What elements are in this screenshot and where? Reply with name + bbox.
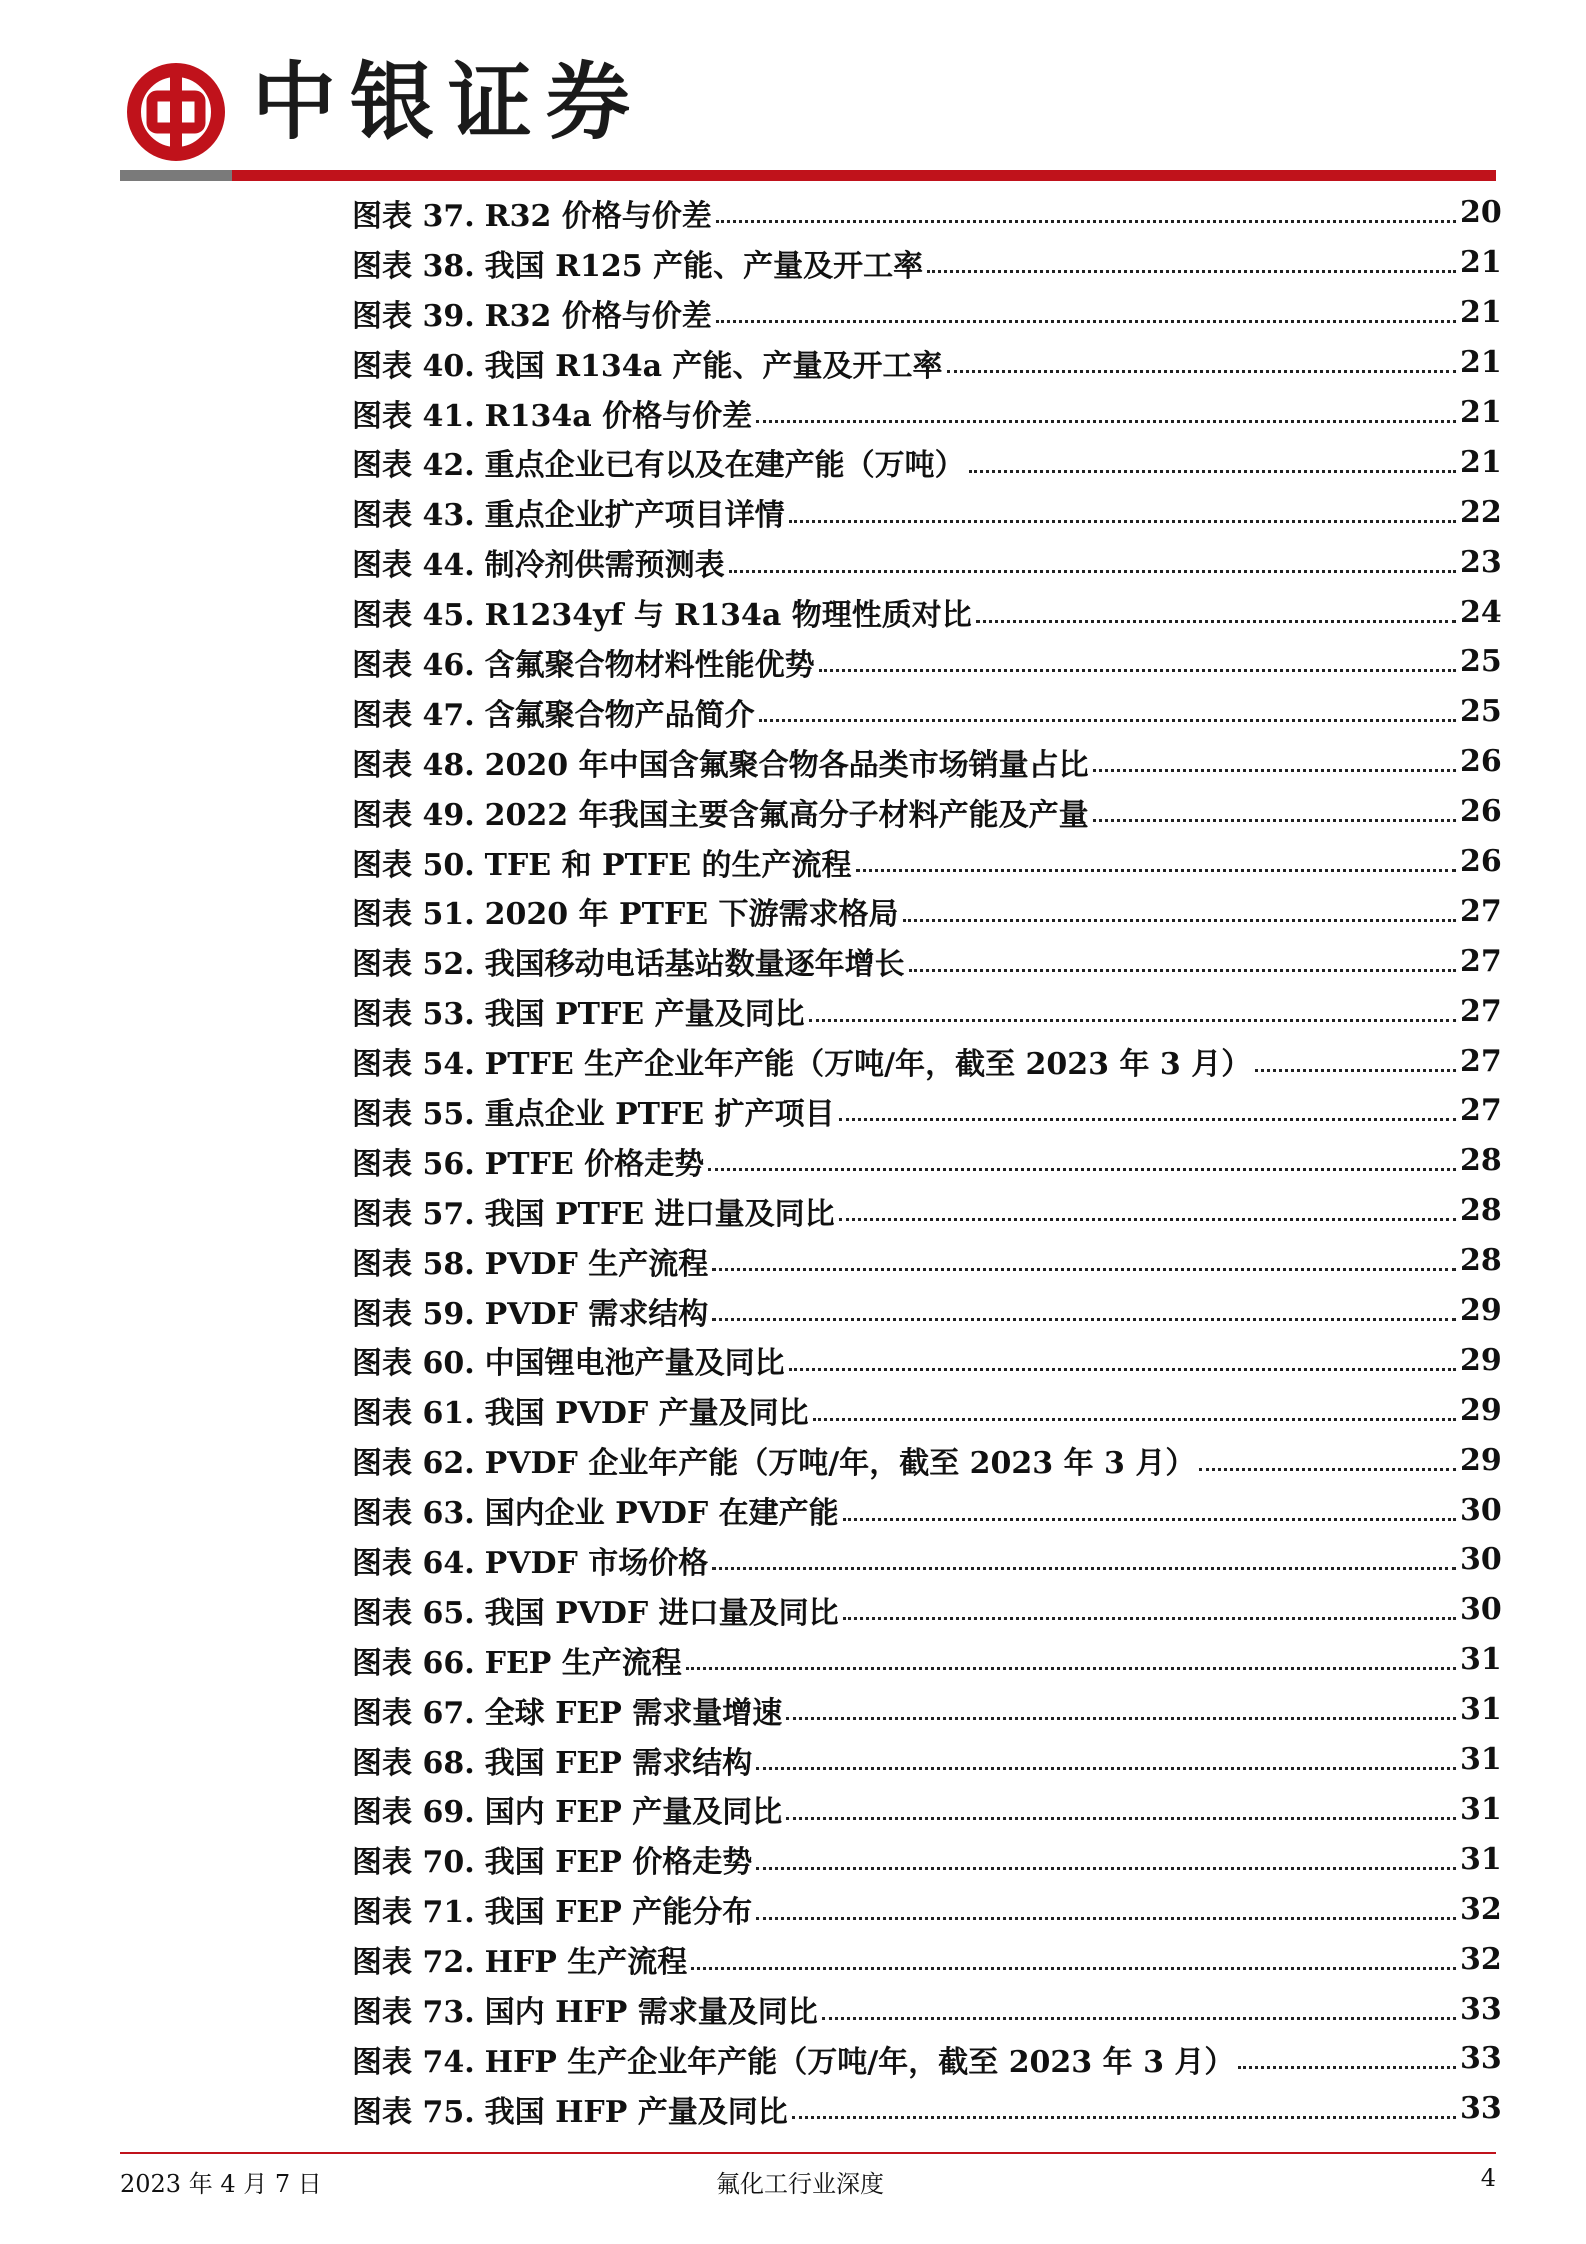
toc-entry-label: 图表 59. (352, 1296, 475, 1332)
toc-entry-title: 我国 HFP 产量及同比 (484, 2094, 788, 2130)
toc-entry-label: 图表 57. (352, 1196, 475, 1232)
toc-entry-page: 32 (1460, 1941, 1502, 1977)
toc-entry[interactable] (352, 1735, 1500, 1785)
toc-entry-page: 29 (1460, 1342, 1502, 1378)
toc-entry[interactable] (352, 2034, 1500, 2084)
toc-entry-title: PVDF 企业年产能（万吨/年，截至 2023 年 3 月） (484, 1446, 1196, 1482)
toc-entry[interactable] (352, 2084, 1500, 2134)
toc-entry-page: 21 (1460, 345, 1502, 381)
toc-leader-dots (792, 2116, 1456, 2119)
figure-table-of-contents (352, 188, 1500, 2134)
toc-leader-dots (1093, 769, 1456, 772)
toc-entry-title: 我国 R125 产能、产量及开工率 (484, 248, 924, 284)
toc-entry-page: 33 (1460, 2091, 1502, 2127)
toc-entry-title: 我国 FEP 需求结构 (484, 1745, 753, 1781)
toc-entry-page: 30 (1460, 1592, 1502, 1628)
toc-entry-page: 28 (1460, 1243, 1502, 1279)
toc-entry-page: 29 (1460, 1392, 1502, 1428)
toc-entry[interactable] (352, 637, 1500, 687)
toc-entry-label: 图表 41. (352, 398, 475, 434)
toc-entry-title: PVDF 生产流程 (484, 1246, 709, 1282)
toc-leader-dots (903, 919, 1456, 922)
toc-entry-page: 29 (1460, 1442, 1502, 1478)
toc-leader-dots (813, 1418, 1456, 1421)
toc-leader-dots (716, 220, 1456, 223)
toc-entry-label: 图表 38. (352, 248, 475, 284)
toc-entry-page: 21 (1460, 395, 1502, 430)
toc-entry-label: 图表 62. (352, 1446, 475, 1482)
toc-entry-label: 图表 48. (352, 747, 475, 783)
page-header (0, 0, 1586, 190)
toc-leader-dots (839, 1218, 1456, 1221)
toc-entry-page: 28 (1460, 1193, 1502, 1229)
toc-entry-page: 30 (1460, 1542, 1502, 1578)
toc-entry-page: 23 (1460, 544, 1502, 580)
toc-entry-label: 图表 61. (352, 1396, 475, 1432)
toc-entry-label: 图表 55. (352, 1096, 475, 1132)
toc-entry[interactable] (352, 687, 1500, 737)
toc-entry-label: 图表 53. (352, 997, 475, 1033)
toc-entry-page: 29 (1460, 1293, 1502, 1329)
toc-leader-dots (759, 719, 1456, 722)
toc-leader-dots (756, 1917, 1456, 1920)
footer-date: 2023 年 4 月 7 日 (120, 2170, 322, 2198)
toc-entry[interactable] (352, 437, 1500, 487)
toc-leader-dots (786, 1817, 1456, 1820)
toc-entry[interactable] (352, 388, 1500, 438)
toc-entry-title: 2020 年 PTFE 下游需求格局 (484, 897, 899, 933)
toc-entry-title: 我国 PTFE 进口量及同比 (484, 1196, 835, 1232)
toc-entry[interactable] (352, 1984, 1500, 2034)
toc-entry-title: 2022 年我国主要含氟高分子材料产能及产量 (484, 797, 1089, 833)
toc-entry-page: 26 (1460, 794, 1502, 830)
header-rule-grey (120, 170, 232, 181)
toc-entry-page: 24 (1460, 594, 1502, 630)
toc-leader-dots (712, 1268, 1456, 1271)
bank-of-china-logo-icon (126, 62, 226, 162)
toc-entry[interactable] (352, 1385, 1500, 1435)
toc-entry-page: 33 (1460, 2041, 1502, 2077)
toc-leader-dots (691, 1967, 1456, 1970)
toc-entry-label: 图表 44. (352, 548, 475, 584)
toc-leader-dots (712, 1318, 1456, 1321)
footer-page-number: 4 (1480, 2164, 1496, 2192)
toc-entry-title: R134a 价格与价差 (484, 398, 753, 434)
toc-entry[interactable] (352, 936, 1500, 986)
toc-entry-title: HFP 生产流程 (484, 1945, 688, 1981)
toc-leader-dots (839, 1118, 1456, 1121)
toc-entry-label: 图表 67. (352, 1695, 475, 1731)
toc-entry-page: 31 (1460, 1692, 1502, 1728)
toc-entry[interactable] (352, 1685, 1500, 1735)
toc-entry[interactable] (352, 1236, 1500, 1286)
toc-entry[interactable] (352, 1335, 1500, 1385)
toc-entry-label: 图表 50. (352, 847, 475, 883)
toc-entry-page: 21 (1460, 295, 1502, 331)
toc-entry[interactable] (352, 188, 1500, 238)
toc-entry-title: 我国 PTFE 产量及同比 (484, 997, 805, 1033)
toc-leader-dots (786, 1717, 1456, 1720)
toc-entry[interactable] (352, 1635, 1500, 1685)
toc-entry-title: PVDF 市场价格 (484, 1545, 709, 1581)
toc-entry-page: 27 (1460, 1043, 1502, 1079)
toc-leader-dots (756, 420, 1456, 423)
toc-entry-title: 含氟聚合物材料性能优势 (484, 647, 815, 683)
toc-entry-label: 图表 70. (352, 1845, 475, 1881)
toc-leader-dots (1238, 2066, 1456, 2069)
toc-entry-label: 图表 40. (352, 348, 475, 384)
toc-entry-page: 30 (1460, 1492, 1502, 1528)
toc-entry[interactable] (352, 338, 1500, 388)
toc-leader-dots (712, 1567, 1456, 1570)
toc-entry[interactable] (352, 238, 1500, 288)
toc-leader-dots (708, 1168, 1456, 1171)
toc-entry[interactable] (352, 587, 1500, 637)
toc-entry[interactable] (352, 787, 1500, 837)
toc-entry-label: 图表 66. (352, 1645, 475, 1681)
toc-entry[interactable] (352, 1884, 1500, 1934)
toc-entry-page: 31 (1460, 1642, 1502, 1678)
toc-entry-label: 图表 74. (352, 2044, 475, 2080)
toc-entry-title: 重点企业 PTFE 扩产项目 (484, 1096, 835, 1132)
toc-entry-label: 图表 45. (352, 598, 475, 634)
toc-entry-title: 全球 FEP 需求量增速 (484, 1695, 783, 1731)
toc-entry-title: PTFE 生产企业年产能（万吨/年，截至 2023 年 3 月） (484, 1047, 1252, 1083)
toc-leader-dots (843, 1518, 1456, 1521)
toc-entry[interactable] (352, 487, 1500, 537)
toc-leader-dots (947, 370, 1456, 373)
toc-entry-label: 图表 71. (352, 1895, 475, 1931)
toc-entry[interactable] (352, 537, 1500, 587)
toc-entry-page: 26 (1460, 844, 1502, 880)
toc-leader-dots (843, 1617, 1456, 1620)
toc-entry-page: 25 (1460, 644, 1502, 680)
toc-entry[interactable] (352, 986, 1500, 1036)
toc-entry[interactable] (352, 1585, 1500, 1635)
toc-leader-dots (789, 1368, 1456, 1371)
toc-entry-title: 我国 R134a 产能、产量及开工率 (484, 348, 943, 384)
toc-entry[interactable] (352, 1785, 1500, 1835)
toc-entry-label: 图表 49. (352, 797, 475, 833)
toc-entry[interactable] (352, 1485, 1500, 1535)
toc-leader-dots (716, 320, 1456, 323)
toc-leader-dots (789, 520, 1456, 523)
toc-entry-title: 国内 FEP 产量及同比 (484, 1795, 783, 1831)
toc-entry-page: 31 (1460, 1742, 1502, 1778)
toc-entry-title: 我国 PVDF 产量及同比 (484, 1396, 809, 1432)
toc-entry[interactable] (352, 1535, 1500, 1585)
toc-entry-page: 22 (1460, 494, 1502, 530)
toc-entry[interactable] (352, 886, 1500, 936)
toc-entry-label: 图表 43. (352, 498, 475, 534)
toc-entry[interactable] (352, 1186, 1500, 1236)
toc-entry-label: 图表 46. (352, 647, 475, 683)
toc-entry-page: 32 (1460, 1891, 1502, 1927)
footer-report-title: 氟化工行业深度 (716, 2170, 884, 2198)
toc-entry-title: HFP 生产企业年产能（万吨/年，截至 2023 年 3 月） (484, 2044, 1235, 2080)
toc-leader-dots (909, 969, 1456, 972)
toc-entry-title: 我国 PVDF 进口量及同比 (484, 1595, 839, 1631)
toc-entry-label: 图表 64. (352, 1545, 475, 1581)
toc-leader-dots (1255, 1069, 1456, 1072)
toc-entry[interactable] (352, 1036, 1500, 1086)
toc-entry-title: 制冷剂供需预测表 (484, 548, 725, 584)
toc-entry-label: 图表 69. (352, 1795, 475, 1831)
toc-leader-dots (809, 1019, 1456, 1022)
toc-entry-label: 图表 37. (352, 198, 475, 234)
toc-entry[interactable] (352, 1136, 1500, 1186)
toc-leader-dots (819, 669, 1456, 672)
toc-entry-page: 21 (1460, 245, 1502, 281)
toc-entry-page: 31 (1460, 1791, 1502, 1827)
toc-entry-label: 图表 51. (352, 897, 475, 933)
toc-entry-label: 图表 39. (352, 298, 475, 334)
toc-entry-title: 国内企业 PVDF 在建产能 (484, 1496, 839, 1532)
toc-entry-title: 我国 FEP 价格走势 (484, 1845, 753, 1881)
footer-rule (120, 2152, 1496, 2154)
toc-entry[interactable] (352, 837, 1500, 887)
toc-leader-dots (756, 1867, 1456, 1870)
toc-entry[interactable] (352, 1435, 1500, 1485)
toc-leader-dots (856, 869, 1456, 872)
toc-entry-title: 我国 FEP 产能分布 (484, 1895, 753, 1931)
toc-entry[interactable] (352, 737, 1500, 787)
brand-name: 中银证券 (252, 53, 645, 151)
toc-entry-title: R32 价格与价差 (484, 198, 712, 234)
toc-entry-label: 图表 42. (352, 448, 475, 484)
toc-entry-page: 26 (1460, 744, 1502, 780)
toc-entry-label: 图表 56. (352, 1146, 475, 1182)
toc-entry-title: 我国移动电话基站数量逐年增长 (484, 947, 905, 983)
toc-entry-page: 20 (1460, 195, 1502, 231)
toc-entry-title: 重点企业已有以及在建产能（万吨） (484, 448, 965, 484)
toc-entry-label: 图表 60. (352, 1346, 475, 1382)
toc-entry-label: 图表 58. (352, 1246, 475, 1282)
toc-entry-page: 31 (1460, 1841, 1502, 1877)
toc-entry-title: 重点企业扩产项目详情 (484, 498, 785, 534)
toc-leader-dots (927, 270, 1456, 273)
toc-entry-page: 27 (1460, 893, 1502, 929)
toc-entry-title: TFE 和 PTFE 的生产流程 (484, 847, 852, 883)
toc-entry-label: 图表 75. (352, 2094, 475, 2130)
toc-entry-label: 图表 73. (352, 1995, 475, 2030)
toc-entry-label: 图表 54. (352, 1047, 475, 1083)
toc-entry-page: 27 (1460, 993, 1502, 1029)
toc-entry-page: 33 (1460, 1991, 1502, 2027)
toc-entry-title: 中国锂电池产量及同比 (484, 1346, 785, 1382)
toc-leader-dots (1093, 819, 1456, 822)
toc-entry-label: 图表 65. (352, 1595, 475, 1631)
toc-leader-dots (756, 1767, 1456, 1770)
toc-entry-label: 图表 72. (352, 1945, 475, 1981)
toc-leader-dots (976, 620, 1456, 623)
toc-entry-label: 图表 47. (352, 697, 475, 733)
toc-entry-label: 图表 63. (352, 1496, 475, 1532)
toc-entry-title: R32 价格与价差 (484, 298, 712, 334)
toc-entry-label: 图表 68. (352, 1745, 475, 1781)
toc-entry[interactable] (352, 1086, 1500, 1136)
toc-leader-dots (729, 570, 1456, 573)
toc-entry[interactable] (352, 1934, 1500, 1984)
toc-entry-page: 28 (1460, 1143, 1502, 1179)
toc-entry-title: R1234yf 与 R134a 物理性质对比 (484, 598, 972, 634)
toc-entry[interactable] (352, 288, 1500, 338)
header-rule-red (232, 170, 1496, 181)
toc-entry-title: FEP 生产流程 (484, 1645, 682, 1681)
toc-leader-dots (822, 2017, 1456, 2020)
toc-entry-title: 含氟聚合物产品简介 (484, 697, 755, 733)
toc-entry-page: 21 (1460, 444, 1502, 480)
toc-leader-dots (1199, 1468, 1456, 1471)
toc-entry-page: 27 (1460, 1093, 1502, 1129)
toc-leader-dots (686, 1667, 1456, 1670)
toc-entry-page: 25 (1460, 694, 1502, 730)
toc-entry-title: PTFE 价格走势 (484, 1146, 705, 1182)
toc-entry-title: PVDF 需求结构 (484, 1296, 709, 1332)
toc-entry[interactable] (352, 1834, 1500, 1884)
toc-entry[interactable] (352, 1286, 1500, 1336)
toc-entry-title: 2020 年中国含氟聚合物各品类市场销量占比 (484, 747, 1089, 783)
toc-entry-label: 图表 52. (352, 947, 475, 983)
toc-entry-title: 国内 HFP 需求量及同比 (484, 1995, 818, 2030)
toc-leader-dots (969, 470, 1456, 473)
toc-entry-page: 27 (1460, 943, 1502, 979)
